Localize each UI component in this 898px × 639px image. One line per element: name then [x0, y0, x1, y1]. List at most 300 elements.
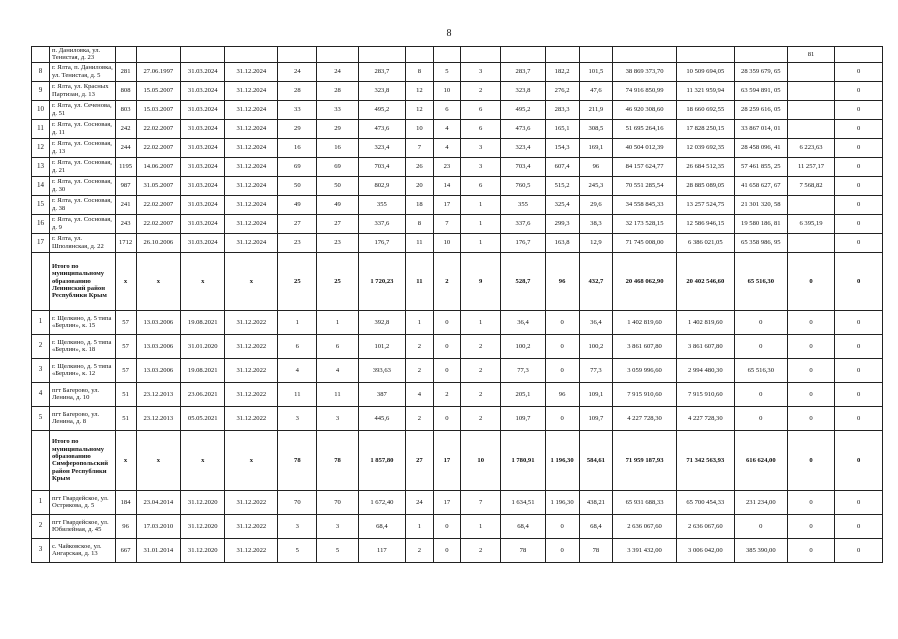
- table-cell: 0: [835, 252, 883, 310]
- table-cell: 0: [545, 514, 579, 538]
- row-index: 14: [32, 176, 50, 195]
- table-cell: 2: [406, 406, 433, 430]
- table-cell: 31.12.2022: [225, 358, 278, 382]
- table-row: [32, 138, 883, 157]
- table-cell: 323,4: [358, 138, 406, 157]
- housing-table: [31, 46, 883, 563]
- table-cell: 31.12.2022: [225, 406, 278, 430]
- table-cell: 0: [835, 358, 883, 382]
- table-cell: 101,5: [579, 62, 613, 81]
- table-cell: 11 321 959,94: [676, 81, 734, 100]
- table-cell: 70: [278, 490, 317, 514]
- address-cell: пгт Гвардейское, ул. Юбилейная, д. 45: [49, 514, 115, 538]
- table-cell: 11: [406, 233, 433, 252]
- table-cell: 3: [461, 138, 501, 157]
- table-cell: 4: [433, 138, 460, 157]
- table-cell: 7 568,82: [787, 176, 835, 195]
- table-cell: 7: [433, 214, 460, 233]
- table-cell: 12 039 692,35: [676, 138, 734, 157]
- table-cell: 0: [835, 119, 883, 138]
- table-cell: [545, 47, 579, 63]
- table-cell: 4: [317, 358, 358, 382]
- table-cell: 36,4: [501, 310, 545, 334]
- address-cell: г. Щелкино, д. 5 типа «Берлин», к. 15: [49, 310, 115, 334]
- table-cell: 25: [278, 252, 317, 310]
- table-cell: 276,2: [545, 81, 579, 100]
- table-cell: 51: [115, 382, 136, 406]
- table-cell: 0: [835, 538, 883, 562]
- row-index: 11: [32, 119, 50, 138]
- table-cell: 231 234,00: [734, 490, 787, 514]
- table-cell: 0: [787, 406, 835, 430]
- table-cell: 70: [317, 490, 358, 514]
- table-cell: 3: [461, 157, 501, 176]
- table-cell: 109,1: [579, 382, 613, 406]
- table-row: [32, 157, 883, 176]
- table-cell: 31.03.2024: [181, 157, 225, 176]
- table-cell: 703,4: [358, 157, 406, 176]
- table-cell: 0: [787, 382, 835, 406]
- table-row: [32, 358, 883, 382]
- table-cell: 703,4: [501, 157, 545, 176]
- table-cell: 0: [835, 406, 883, 430]
- table-cell: 0: [545, 334, 579, 358]
- table-cell: 15.05.2007: [136, 81, 180, 100]
- table-row: [32, 406, 883, 430]
- total-label: Итого по муниципальному образованию Ленинский район Республики Крым: [49, 252, 115, 310]
- table-cell: 27: [406, 430, 433, 490]
- table-cell: 22.02.2007: [136, 214, 180, 233]
- table-cell: 78: [278, 430, 317, 490]
- row-index: [32, 252, 50, 310]
- table-cell: 7 915 910,60: [613, 382, 676, 406]
- table-cell: 0: [835, 233, 883, 252]
- table-cell: 23: [317, 233, 358, 252]
- table-cell: 1: [461, 310, 501, 334]
- table-cell: 308,5: [579, 119, 613, 138]
- table-cell: 0: [433, 334, 460, 358]
- table-cell: 7 915 910,60: [676, 382, 734, 406]
- table-cell: 17.03.2010: [136, 514, 180, 538]
- table-cell: 31.12.2024: [225, 138, 278, 157]
- table-cell: 515,2: [545, 176, 579, 195]
- table-cell: 182,2: [545, 62, 579, 81]
- table-cell: 40 504 012,39: [613, 138, 676, 157]
- table-cell: 81: [787, 47, 835, 63]
- table-cell: 5: [278, 538, 317, 562]
- table-cell: 31.12.2024: [225, 233, 278, 252]
- table-cell: 65 358 986, 95: [734, 233, 787, 252]
- table-cell: 26 684 512,35: [676, 157, 734, 176]
- table-cell: 14: [433, 176, 460, 195]
- table-cell: 283,7: [358, 62, 406, 81]
- table-cell: 49: [278, 195, 317, 214]
- table-cell: 31.03.2024: [181, 62, 225, 81]
- table-cell: 6 386 021,05: [676, 233, 734, 252]
- table-cell: 31.03.2024: [181, 100, 225, 119]
- table-cell: 760,5: [501, 176, 545, 195]
- table-cell: 2 994 480,30: [676, 358, 734, 382]
- table-cell: 31.03.2024: [181, 138, 225, 157]
- table-cell: [835, 47, 883, 63]
- table-cell: 33: [317, 100, 358, 119]
- table-cell: 169,1: [579, 138, 613, 157]
- table-cell: 16: [278, 138, 317, 157]
- address-cell: пгт Багерово, ул. Ленина, д. 8: [49, 406, 115, 430]
- table-cell: 0: [787, 490, 835, 514]
- row-index: 1: [32, 490, 50, 514]
- table-cell: 49: [317, 195, 358, 214]
- table-cell: 57: [115, 310, 136, 334]
- table-cell: 29: [317, 119, 358, 138]
- table-cell: 12 586 946,15: [676, 214, 734, 233]
- table-cell: 385 390,00: [734, 538, 787, 562]
- table-cell: 241: [115, 195, 136, 214]
- table-cell: 211,9: [579, 100, 613, 119]
- table-cell: 32 173 528,15: [613, 214, 676, 233]
- table-cell: [787, 119, 835, 138]
- table-cell: 41 658 627, 67: [734, 176, 787, 195]
- row-index: 9: [32, 81, 50, 100]
- table-cell: 2: [461, 81, 501, 100]
- table-cell: 584,61: [579, 430, 613, 490]
- table-cell: 96: [545, 382, 579, 406]
- table-cell: 31.12.2020: [181, 538, 225, 562]
- row-index: 4: [32, 382, 50, 406]
- table-cell: 0: [835, 514, 883, 538]
- table-cell: 2: [406, 358, 433, 382]
- row-index: 3: [32, 538, 50, 562]
- table-cell: 71 959 187,93: [613, 430, 676, 490]
- table-cell: [787, 233, 835, 252]
- table-cell: [787, 81, 835, 100]
- table-cell: 802,9: [358, 176, 406, 195]
- table-cell: 68,4: [579, 514, 613, 538]
- table-cell: 0: [835, 157, 883, 176]
- table-cell: 13 257 524,75: [676, 195, 734, 214]
- table-cell: 1: [278, 310, 317, 334]
- table-row: [32, 514, 883, 538]
- table-cell: 0: [433, 358, 460, 382]
- table-cell: [461, 47, 501, 63]
- table-cell: 3: [461, 62, 501, 81]
- table-cell: 24: [278, 62, 317, 81]
- table-cell: 387: [358, 382, 406, 406]
- table-cell: 13.03.2006: [136, 310, 180, 334]
- table-cell: 51 695 264,16: [613, 119, 676, 138]
- table-cell: 34 558 845,33: [613, 195, 676, 214]
- table-cell: 1: [461, 514, 501, 538]
- address-cell: с. Чайковское, ул. Ангарская, д. 13: [49, 538, 115, 562]
- table-cell: 0: [835, 176, 883, 195]
- table-cell: 0: [835, 382, 883, 406]
- table-row: [32, 100, 883, 119]
- table-cell: 11: [406, 252, 433, 310]
- table-cell: 1195: [115, 157, 136, 176]
- table-cell: 31.01.2020: [181, 334, 225, 358]
- table-cell: 23.12.2013: [136, 406, 180, 430]
- table-cell: 5: [317, 538, 358, 562]
- table-cell: 31.03.2024: [181, 81, 225, 100]
- table-cell: 96: [579, 157, 613, 176]
- table-cell: 77,3: [579, 358, 613, 382]
- table-cell: 51: [115, 406, 136, 430]
- table-cell: 18: [406, 195, 433, 214]
- table-cell: 2: [406, 334, 433, 358]
- address-cell: г. Ялта, ул. Сеченова, д. 51: [49, 100, 115, 119]
- table-cell: 205,1: [501, 382, 545, 406]
- table-cell: 19 580 186, 81: [734, 214, 787, 233]
- table-cell: 0: [433, 538, 460, 562]
- table-cell: 100,2: [579, 334, 613, 358]
- table-cell: 31.12.2024: [225, 176, 278, 195]
- table-cell: 69: [317, 157, 358, 176]
- table-cell: 24: [317, 62, 358, 81]
- table-cell: 0: [835, 100, 883, 119]
- table-cell: 29: [278, 119, 317, 138]
- table-cell: 38 869 373,70: [613, 62, 676, 81]
- table-cell: 325,4: [545, 195, 579, 214]
- table-cell: 299,3: [545, 214, 579, 233]
- table-cell: [787, 62, 835, 81]
- table-cell: 31.12.2020: [181, 514, 225, 538]
- table-cell: 0: [734, 310, 787, 334]
- table-cell: 24: [406, 490, 433, 514]
- table-cell: 245,3: [579, 176, 613, 195]
- table-cell: 17 828 250,15: [676, 119, 734, 138]
- table-cell: [278, 47, 317, 63]
- table-cell: 3 391 432,00: [613, 538, 676, 562]
- table-row: [32, 62, 883, 81]
- table-cell: 10: [433, 233, 460, 252]
- table-cell: 31.03.2024: [181, 195, 225, 214]
- table-cell: [579, 47, 613, 63]
- table-cell: 31.12.2020: [181, 490, 225, 514]
- table-cell: 11: [278, 382, 317, 406]
- table-cell: х: [115, 430, 136, 490]
- total-row: [32, 430, 883, 490]
- table-cell: 10: [461, 430, 501, 490]
- table-cell: [115, 47, 136, 63]
- table-cell: 31.12.2022: [225, 334, 278, 358]
- address-cell: г. Ялта, ул. Сосновая, д. 9: [49, 214, 115, 233]
- table-cell: 0: [734, 334, 787, 358]
- table-cell: 2 636 067,60: [676, 514, 734, 538]
- table-cell: 154,3: [545, 138, 579, 157]
- table-cell: 1712: [115, 233, 136, 252]
- address-cell: пгт Багерово, ул. Ленина, д. 10: [49, 382, 115, 406]
- table-cell: 616 624,00: [734, 430, 787, 490]
- table-cell: 7: [461, 490, 501, 514]
- table-cell: 23.04.2014: [136, 490, 180, 514]
- table-cell: 68,4: [358, 514, 406, 538]
- table-cell: 31.03.2024: [181, 176, 225, 195]
- table-cell: 78: [317, 430, 358, 490]
- table-cell: 1 857,80: [358, 430, 406, 490]
- table-cell: 2: [461, 406, 501, 430]
- table-cell: 1: [406, 514, 433, 538]
- table-cell: 0: [787, 358, 835, 382]
- table-cell: 667: [115, 538, 136, 562]
- table-cell: 3 059 996,60: [613, 358, 676, 382]
- table-cell: 10: [406, 119, 433, 138]
- table-cell: 22.02.2007: [136, 119, 180, 138]
- table-cell: 4 227 728,30: [676, 406, 734, 430]
- address-cell: г. Ялта, ул. Сосновая, д. 30: [49, 176, 115, 195]
- table-cell: [613, 47, 676, 63]
- table-cell: 23.06.2021: [181, 382, 225, 406]
- table-cell: 65 516,30: [734, 252, 787, 310]
- table-cell: 29,6: [579, 195, 613, 214]
- table-cell: 0: [787, 430, 835, 490]
- table-cell: 65 700 454,33: [676, 490, 734, 514]
- table-cell: 9: [461, 252, 501, 310]
- table-cell: 1 402 819,60: [676, 310, 734, 334]
- table-cell: 31.03.2024: [181, 119, 225, 138]
- table-row: [32, 310, 883, 334]
- row-index: 16: [32, 214, 50, 233]
- table-cell: 63 594 891, 05: [734, 81, 787, 100]
- table-cell: 392,8: [358, 310, 406, 334]
- table-cell: 23: [433, 157, 460, 176]
- table-cell: [501, 47, 545, 63]
- table-cell: 31.05.2007: [136, 176, 180, 195]
- table-row: [32, 119, 883, 138]
- table-cell: 31.12.2024: [225, 119, 278, 138]
- table-cell: 3: [278, 514, 317, 538]
- table-cell: 7: [406, 138, 433, 157]
- table-cell: 355: [358, 195, 406, 214]
- table-cell: 0: [545, 358, 579, 382]
- table-cell: 27: [278, 214, 317, 233]
- table-cell: [136, 47, 180, 63]
- table-cell: 100,2: [501, 334, 545, 358]
- table-cell: 0: [787, 514, 835, 538]
- table-cell: 20 468 062,90: [613, 252, 676, 310]
- table-cell: 1: [461, 195, 501, 214]
- row-index: 12: [32, 138, 50, 157]
- table-cell: 68,4: [501, 514, 545, 538]
- table-cell: [734, 47, 787, 63]
- address-cell: г. Ялта, п. Даниловка, ул. Тенистая, д. 5: [49, 62, 115, 81]
- table-cell: 22.02.2007: [136, 195, 180, 214]
- table-cell: 0: [835, 81, 883, 100]
- address-cell: г. Щелкино, д. 5 типа «Берлин», к. 18: [49, 334, 115, 358]
- table-cell: 473,6: [501, 119, 545, 138]
- table-cell: 27: [317, 214, 358, 233]
- table-cell: 101,2: [358, 334, 406, 358]
- table-cell: 337,6: [358, 214, 406, 233]
- table-cell: 6: [433, 100, 460, 119]
- table-cell: 808: [115, 81, 136, 100]
- table-cell: 28 259 616, 05: [734, 100, 787, 119]
- page-number: 8: [446, 28, 452, 39]
- table-cell: 1 780,91: [501, 430, 545, 490]
- table-cell: 6: [278, 334, 317, 358]
- table-cell: 0: [787, 334, 835, 358]
- table-cell: 1 402 819,60: [613, 310, 676, 334]
- table-cell: 3: [317, 406, 358, 430]
- table-cell: 21 301 320, 58: [734, 195, 787, 214]
- table-row: [32, 47, 883, 63]
- table-cell: 323,4: [501, 138, 545, 157]
- table-cell: 0: [734, 514, 787, 538]
- address-cell: пгт Гвардейское, ул. Острякова, д. 5: [49, 490, 115, 514]
- table-cell: 33: [278, 100, 317, 119]
- table-cell: 31.01.2014: [136, 538, 180, 562]
- table-cell: 50: [278, 176, 317, 195]
- table-cell: 0: [835, 430, 883, 490]
- address-cell: г. Ялта, ул. Сосновая, д. 38: [49, 195, 115, 214]
- table-cell: 0: [835, 214, 883, 233]
- table-cell: 528,7: [501, 252, 545, 310]
- table-cell: 283,7: [501, 62, 545, 81]
- row-index: 5: [32, 406, 50, 430]
- table-row: [32, 176, 883, 195]
- table-cell: 1: [317, 310, 358, 334]
- table-cell: 2: [433, 252, 460, 310]
- table-cell: 323,8: [501, 81, 545, 100]
- table-cell: [787, 195, 835, 214]
- table-cell: 0: [545, 406, 579, 430]
- table-cell: 31.12.2024: [225, 157, 278, 176]
- table-cell: [358, 47, 406, 63]
- table-cell: 31.12.2022: [225, 310, 278, 334]
- table-cell: 05.05.2021: [181, 406, 225, 430]
- table-cell: 0: [433, 514, 460, 538]
- table-cell: 0: [787, 538, 835, 562]
- row-index: 3: [32, 358, 50, 382]
- table-cell: [317, 47, 358, 63]
- address-cell: г. Ялта, ул. Сосновая, д. 11: [49, 119, 115, 138]
- table-cell: 243: [115, 214, 136, 233]
- table-cell: 176,7: [358, 233, 406, 252]
- table-cell: 71 745 008,00: [613, 233, 676, 252]
- table-cell: 4 227 728,30: [613, 406, 676, 430]
- table-row: [32, 538, 883, 562]
- table-cell: 69: [278, 157, 317, 176]
- table-cell: 3 006 042,00: [676, 538, 734, 562]
- table-cell: 2: [406, 538, 433, 562]
- table-cell: [225, 47, 278, 63]
- table-cell: 3: [278, 406, 317, 430]
- table-cell: х: [181, 430, 225, 490]
- table-cell: 31.12.2022: [225, 538, 278, 562]
- table-cell: 38,3: [579, 214, 613, 233]
- table-cell: 6: [461, 176, 501, 195]
- table-cell: [676, 47, 734, 63]
- table-cell: 0: [835, 195, 883, 214]
- table-cell: [787, 100, 835, 119]
- table-cell: 323,8: [358, 81, 406, 100]
- table-cell: 23: [278, 233, 317, 252]
- table-cell: 12,9: [579, 233, 613, 252]
- table-cell: 50: [317, 176, 358, 195]
- row-index: 2: [32, 334, 50, 358]
- table-cell: 2: [433, 382, 460, 406]
- table-cell: 11: [317, 382, 358, 406]
- table-cell: 10 509 694,05: [676, 62, 734, 81]
- table-cell: 31.12.2024: [225, 195, 278, 214]
- table-cell: 184: [115, 490, 136, 514]
- table-cell: 8: [406, 62, 433, 81]
- table-cell: 1 196,30: [545, 430, 579, 490]
- table-cell: 244: [115, 138, 136, 157]
- table-cell: 2 636 067,60: [613, 514, 676, 538]
- table-cell: 0: [787, 310, 835, 334]
- row-index: 10: [32, 100, 50, 119]
- table-cell: 1 672,40: [358, 490, 406, 514]
